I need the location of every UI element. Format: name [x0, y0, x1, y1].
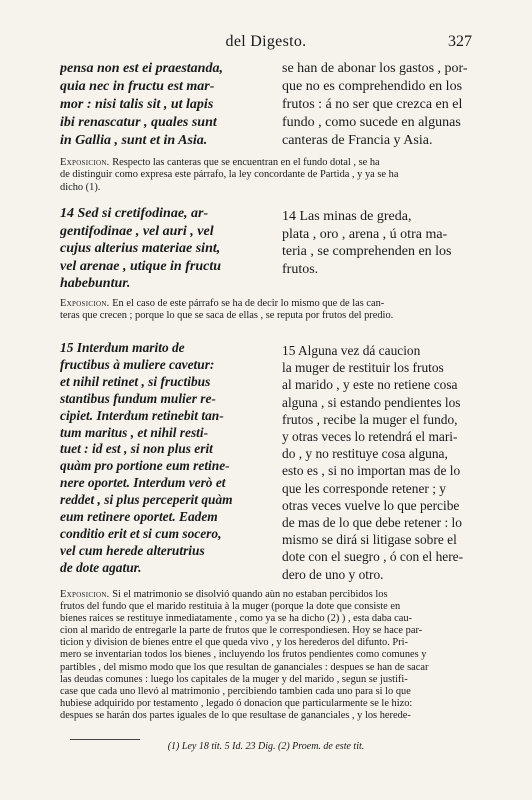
- spanish-line: do , y no restituye cosa alguna,: [282, 446, 448, 462]
- spanish-line: teria , se comprehenden en los: [282, 244, 452, 259]
- latin-line: conditio erit et si cum socero,: [60, 525, 222, 541]
- spanish-column: [282, 60, 500, 150]
- spanish-line: alguna , si estando pendientes los: [282, 394, 461, 410]
- latin-line: quia nec in fructu est mar-: [60, 79, 215, 94]
- spanish-line: dote con el suegro , ó con el here-: [282, 549, 464, 565]
- exposicion-line: ticion y division de bienes entre el que queda vivo , y los herederos del difunto. Pri-: [60, 637, 409, 649]
- latin-line: cujus alterius materiae sint,: [60, 241, 221, 256]
- spanish-column: [282, 342, 500, 583]
- latin-line: pensa non est ei praestanda,: [60, 61, 223, 76]
- spanish-line: canteras de Francia y Asia.: [282, 133, 433, 148]
- spanish-line: plata , oro , arena , ú otra ma-: [282, 226, 448, 242]
- spanish-line: que no es comprehendido en los: [282, 79, 463, 94]
- exposicion-line: hubiese adquirido por testamento , legado ó donacion que particularmente se le hizo:: [60, 697, 413, 709]
- footnotes: (1) Ley 18 tit. 5 Id. 23 Dig. (2) Proem. de este tit.: [167, 741, 365, 752]
- latin-line: fructibus à muliere cavetur:: [60, 356, 215, 372]
- exposicion-line: frutos del fundo que el marido restituia à la muger (porque la dote que consiste en: [60, 601, 401, 613]
- spanish-line: que les corresponde retener ; y: [282, 480, 446, 496]
- spanish-line: frutos : á no ser que crezca en el: [282, 97, 463, 112]
- running-header-title: del Digesto.: [225, 33, 307, 50]
- latin-line: mor : nisi talis sit , ut lapis: [60, 97, 214, 112]
- exposicion-line: case que cada uno llevó al matrimonio , percibiendo tambien cada uno para si lo que: [60, 685, 411, 697]
- latin-line: tum maritus , et nihil resti-: [60, 424, 209, 440]
- latin-line: gentifodinae , vel auri , vel: [60, 223, 214, 239]
- spanish-line: la muger de restituir los frutos: [282, 360, 444, 376]
- spanish-line: esto es , si no importan mas de lo: [282, 463, 461, 479]
- exposicion-line: partibles , del mismo modo que los que resultan de gananciales : despues se han de sacar: [60, 661, 429, 673]
- spanish-line: 15 Alguna vez dá caucion: [282, 343, 421, 358]
- spanish-line: y otras veces lo retendrá el mari-: [282, 429, 458, 445]
- latin-line: vel cum herede alterutrius: [60, 542, 205, 558]
- exposicion-text: Respecto las canteras que se encuentran en el fundo dotal , se ha: [112, 157, 380, 168]
- exposicion-label: Exposicion.: [60, 157, 110, 168]
- exposicion-line: [60, 589, 490, 601]
- latin-line: tuet : id est , si non plus erit: [60, 441, 213, 457]
- exposicion-label: Exposicion.: [60, 298, 110, 309]
- latin-line: vel arenae , utique in fructu: [60, 258, 222, 274]
- spanish-line: se han de abonar los gastos , por-: [282, 61, 468, 76]
- spanish-line: de mas de lo que debe retener : lo: [282, 515, 462, 531]
- latin-column: [60, 60, 272, 150]
- latin-line: cipiet. Interdum retinebit tan-: [60, 407, 224, 423]
- exposicion-commentary: [60, 298, 490, 323]
- latin-line: eum retinere oportet. Eadem: [60, 509, 218, 525]
- exposicion-label: Exposicion.: [60, 589, 110, 600]
- exposicion-line: dicho (1).: [60, 181, 101, 193]
- latin-column: [60, 205, 272, 293]
- spanish-line: 14 Las minas de greda,: [282, 209, 412, 224]
- latin-line: nere oportet. Interdum verò et: [60, 475, 226, 491]
- spanish-line: fundo , como sucede en algunas: [282, 115, 461, 130]
- exposicion-text: Si el matrimonio se disolvió quando aùn no estaban percibidos los: [112, 589, 388, 600]
- exposicion-line: mero se inventarian todos los bienes , incluyendo los frutos pendientes como comunes y: [60, 649, 427, 661]
- latin-line: stantibus fundum mulier re-: [60, 390, 216, 406]
- latin-line: quàm pro portione eum retine-: [60, 458, 230, 474]
- latin-line: 15 Interdum marito de: [60, 340, 185, 355]
- exposicion-line: las deudas comunes : luego los capitales de la muger y del marido , segun se justifi-: [60, 673, 408, 685]
- exposicion-commentary: [60, 589, 490, 722]
- exposicion-text: En el caso de este párrafo se ha de decir lo mismo que de las can-: [112, 298, 385, 309]
- latin-line: reddet , si plus perceperit quàm: [60, 492, 233, 508]
- exposicion-line: de distinguir como expresa este párrafo, la ley concordante de Partida , y ya se ha: [60, 169, 399, 181]
- latin-line: in Gallia , sunt et in Asia.: [60, 133, 208, 148]
- exposicion-commentary: [60, 157, 490, 194]
- spanish-line: frutos , recibe la muger el fundo,: [282, 411, 458, 427]
- page-number: 327: [448, 33, 472, 50]
- footnote-divider: [70, 739, 140, 740]
- latin-line: 14 Sed si cretifodinae, ar-: [60, 206, 209, 221]
- latin-line: et nihil retinet , si fructibus: [60, 373, 211, 389]
- exposicion-line: bienes raices se restituye inmediatamente , como ya se ha dicho (2) ) , esta daba cau-: [60, 613, 412, 625]
- spanish-line: frutos.: [282, 261, 319, 277]
- latin-column: [60, 340, 272, 577]
- spanish-line: mismo se dirá si litigase sobre el: [282, 532, 457, 548]
- latin-line: de dote agatur.: [60, 559, 142, 575]
- spanish-line: otras veces vuelve lo que percibe: [282, 497, 460, 513]
- exposicion-line: despues se harán dos partes iguales de lo que resultase de gananciales , y los herede-: [60, 709, 411, 721]
- exposicion-line: [60, 157, 490, 169]
- exposicion-line: [60, 298, 490, 310]
- exposicion-line: teras que crecen ; porque lo que se saca de ellas , se reputa por frutos del predio.: [60, 310, 394, 322]
- latin-line: habebuntur.: [60, 276, 131, 291]
- spanish-line: dero de uno y otro.: [282, 566, 384, 582]
- latin-line: ibi renascatur , quales sunt: [60, 115, 217, 130]
- spanish-line: al marido , y este no retiene cosa: [282, 377, 458, 393]
- spanish-column: [282, 208, 500, 278]
- exposicion-line: cion al marido de entregarle la parte de frutos que le correspondiesen. Hoy se hace par-: [60, 625, 423, 637]
